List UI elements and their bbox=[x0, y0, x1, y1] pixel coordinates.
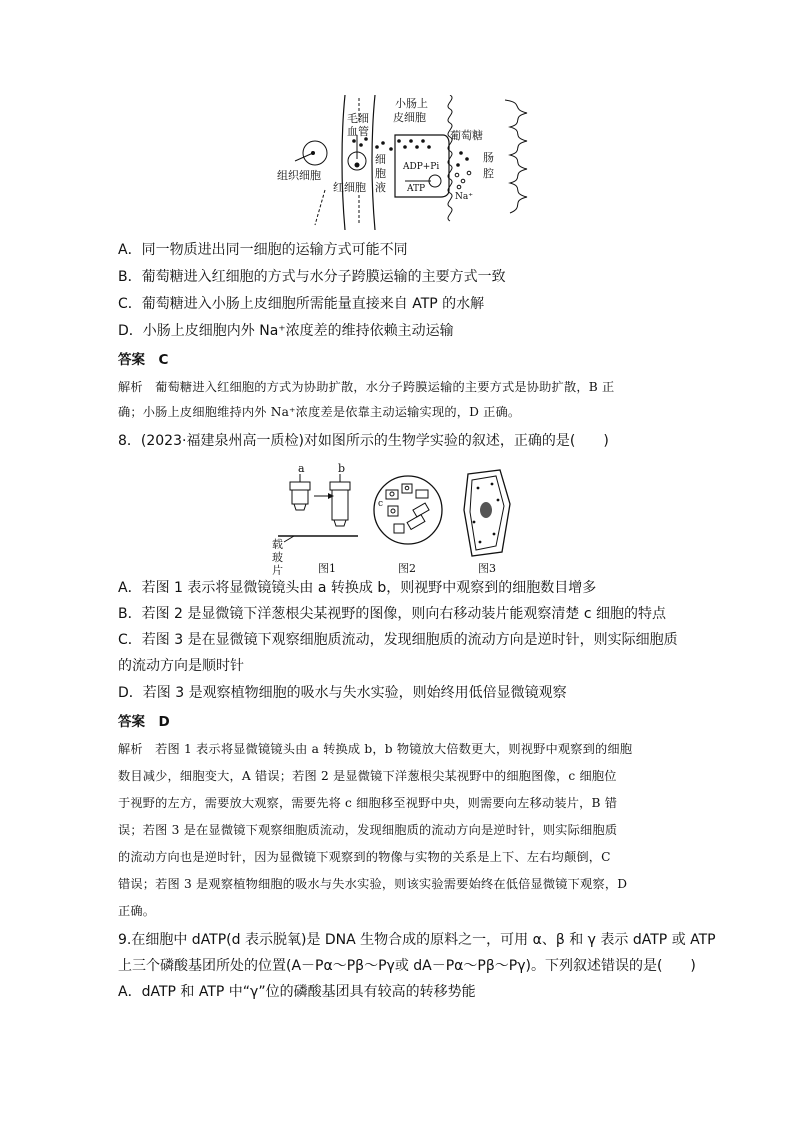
label-cytosol-2: 胞 bbox=[375, 167, 386, 180]
q7-explanation-line: 确；小肠上皮细胞维持内外 Na⁺浓度差是依靠主动运输实现的，D 正确。 bbox=[118, 405, 521, 419]
label-b: b bbox=[338, 462, 346, 475]
label-na: Na⁺ bbox=[455, 192, 473, 202]
q8-option-a: A．若图 1 表示将显微镜镜头由 a 转换成 b，则视野中观察到的细胞数目增多 bbox=[118, 580, 597, 596]
q8-option-c: C．若图 3 是在显微镜下观察细胞质流动，发现细胞质的流动方向是逆时针，则实际细胞质 bbox=[118, 632, 678, 648]
label-slide-2: 玻 bbox=[272, 551, 283, 564]
q7-option-a: A．同一物质进出同一细胞的运输方式可能不同 bbox=[118, 242, 408, 258]
sodium-ions bbox=[455, 171, 471, 189]
objective-a bbox=[290, 482, 310, 510]
q8-explanation-line: 正确。 bbox=[118, 904, 156, 918]
q7-answer: 答案 C bbox=[118, 352, 169, 368]
q8-option-c-cont: 的流动方向是顺时针 bbox=[118, 658, 244, 674]
q7-option-b: B．葡萄糖进入红细胞的方式与水分子跨膜运输的主要方式一致 bbox=[118, 269, 506, 285]
label-cytosol-3: 液 bbox=[375, 181, 386, 194]
q9-stem-line-1: 9.在细胞中 dATP(d 表示脱氧)是 DNA 生物合成的原料之一，可用 α、β 和 γ 表示 dATP 或 ATP bbox=[118, 932, 716, 948]
glucose-molecules bbox=[352, 137, 431, 151]
label-capillary-1: 毛细 bbox=[347, 112, 369, 125]
label-cytosol-1: 细 bbox=[375, 153, 386, 166]
figure-q8-microscope bbox=[268, 460, 528, 575]
q8-explanation-line: 的流动方向也是逆时针，因为显微镜下观察到的物像与实物的关系是上下、左右均颠倒，C bbox=[118, 850, 611, 864]
q8-explanation-line: 数目减少，细胞变大，A 错误；若图 2 是显微镜下洋葱根尖某视野中的细胞图像，c 细胞位 bbox=[118, 769, 617, 783]
objective-b bbox=[330, 482, 350, 526]
figure-q7-transport-diagram bbox=[275, 95, 535, 230]
label-intestine-cell-2: 皮细胞 bbox=[393, 111, 426, 124]
label-slide-1: 载 bbox=[272, 538, 283, 551]
label-intestine-cell-1: 小肠上 bbox=[395, 97, 428, 110]
tissue-flow-arrow bbox=[315, 190, 325, 225]
q8-option-d: D．若图 3 是观察植物细胞的吸水与失水实验，则始终用低倍显微镜观察 bbox=[118, 685, 567, 701]
q8-explanation-line: 错误；若图 3 是观察植物细胞的吸水与失水实验，则该实验需要始终在低倍显微镜下观察，D bbox=[118, 877, 628, 891]
q9-stem-line-2: 上三个磷酸基团所处的位置(A－Pα～Pβ～Pγ或 dA－Pα～Pβ～Pγ)。下列叙述错误的是( ) bbox=[118, 958, 696, 974]
label-atp: ATP bbox=[407, 184, 426, 194]
nucleus bbox=[480, 502, 492, 518]
q7-explanation-line: 解析 葡萄糖进入红细胞的方式为协助扩散，水分子跨膜运输的主要方式是协助扩散，B 正 bbox=[118, 380, 615, 394]
intestinal-wall bbox=[505, 100, 527, 213]
q7-option-c: C．葡萄糖进入小肠上皮细胞所需能量直接来自 ATP 的水解 bbox=[118, 296, 485, 312]
label-adp: ADP+Pi bbox=[403, 162, 440, 172]
root-tip-cells bbox=[386, 484, 429, 533]
q9-option-a: A．dATP 和 ATP 中“γ”位的磷酸基团具有较高的转移势能 bbox=[118, 984, 476, 1000]
label-lumen-1: 肠 bbox=[483, 151, 494, 164]
label-capillary-2: 血管 bbox=[347, 125, 369, 138]
q8-explanation-line: 解析 若图 1 表示将显微镜镜头由 a 转换成 b，b 物镜放大倍数更大，则视野中观察到的细胞 bbox=[118, 742, 633, 756]
q8-stem: 8．(2023·福建泉州高一质检)对如图所示的生物学实验的叙述，正确的是( ) bbox=[118, 433, 609, 449]
label-lumen-2: 腔 bbox=[483, 167, 494, 180]
q8-answer: 答案 D bbox=[118, 714, 170, 730]
label-glucose: 葡萄糖 bbox=[450, 129, 483, 142]
capillary-wall-left bbox=[342, 95, 345, 230]
label-a: a bbox=[298, 462, 305, 475]
q8-option-b: B．若图 2 是显微镜下洋葱根尖某视野的图像，则向右移动装片能观察清楚 c 细胞的特点 bbox=[118, 606, 667, 622]
label-fig3: 图3 bbox=[478, 562, 496, 575]
q7-option-d: D．小肠上皮细胞内外 Na⁺浓度差的维持依赖主动运输 bbox=[118, 323, 454, 339]
label-tissue-cell: 组织细胞 bbox=[277, 169, 321, 182]
label-c: c bbox=[378, 499, 384, 509]
label-fig2: 图2 bbox=[398, 562, 416, 575]
label-red-cell: 红细胞 bbox=[333, 181, 366, 194]
label-slide-3: 片 bbox=[272, 564, 283, 575]
q8-explanation-line: 误；若图 3 是在显微镜下观察细胞质流动，发现细胞质的流动方向是逆时针，则实际细胞质 bbox=[118, 823, 618, 837]
label-fig1: 图1 bbox=[318, 562, 336, 575]
q8-explanation-line: 于视野的左方，需要放大观察，需要先将 c 细胞移至视野中央，则需要向左移动装片，B 错 bbox=[118, 796, 618, 810]
